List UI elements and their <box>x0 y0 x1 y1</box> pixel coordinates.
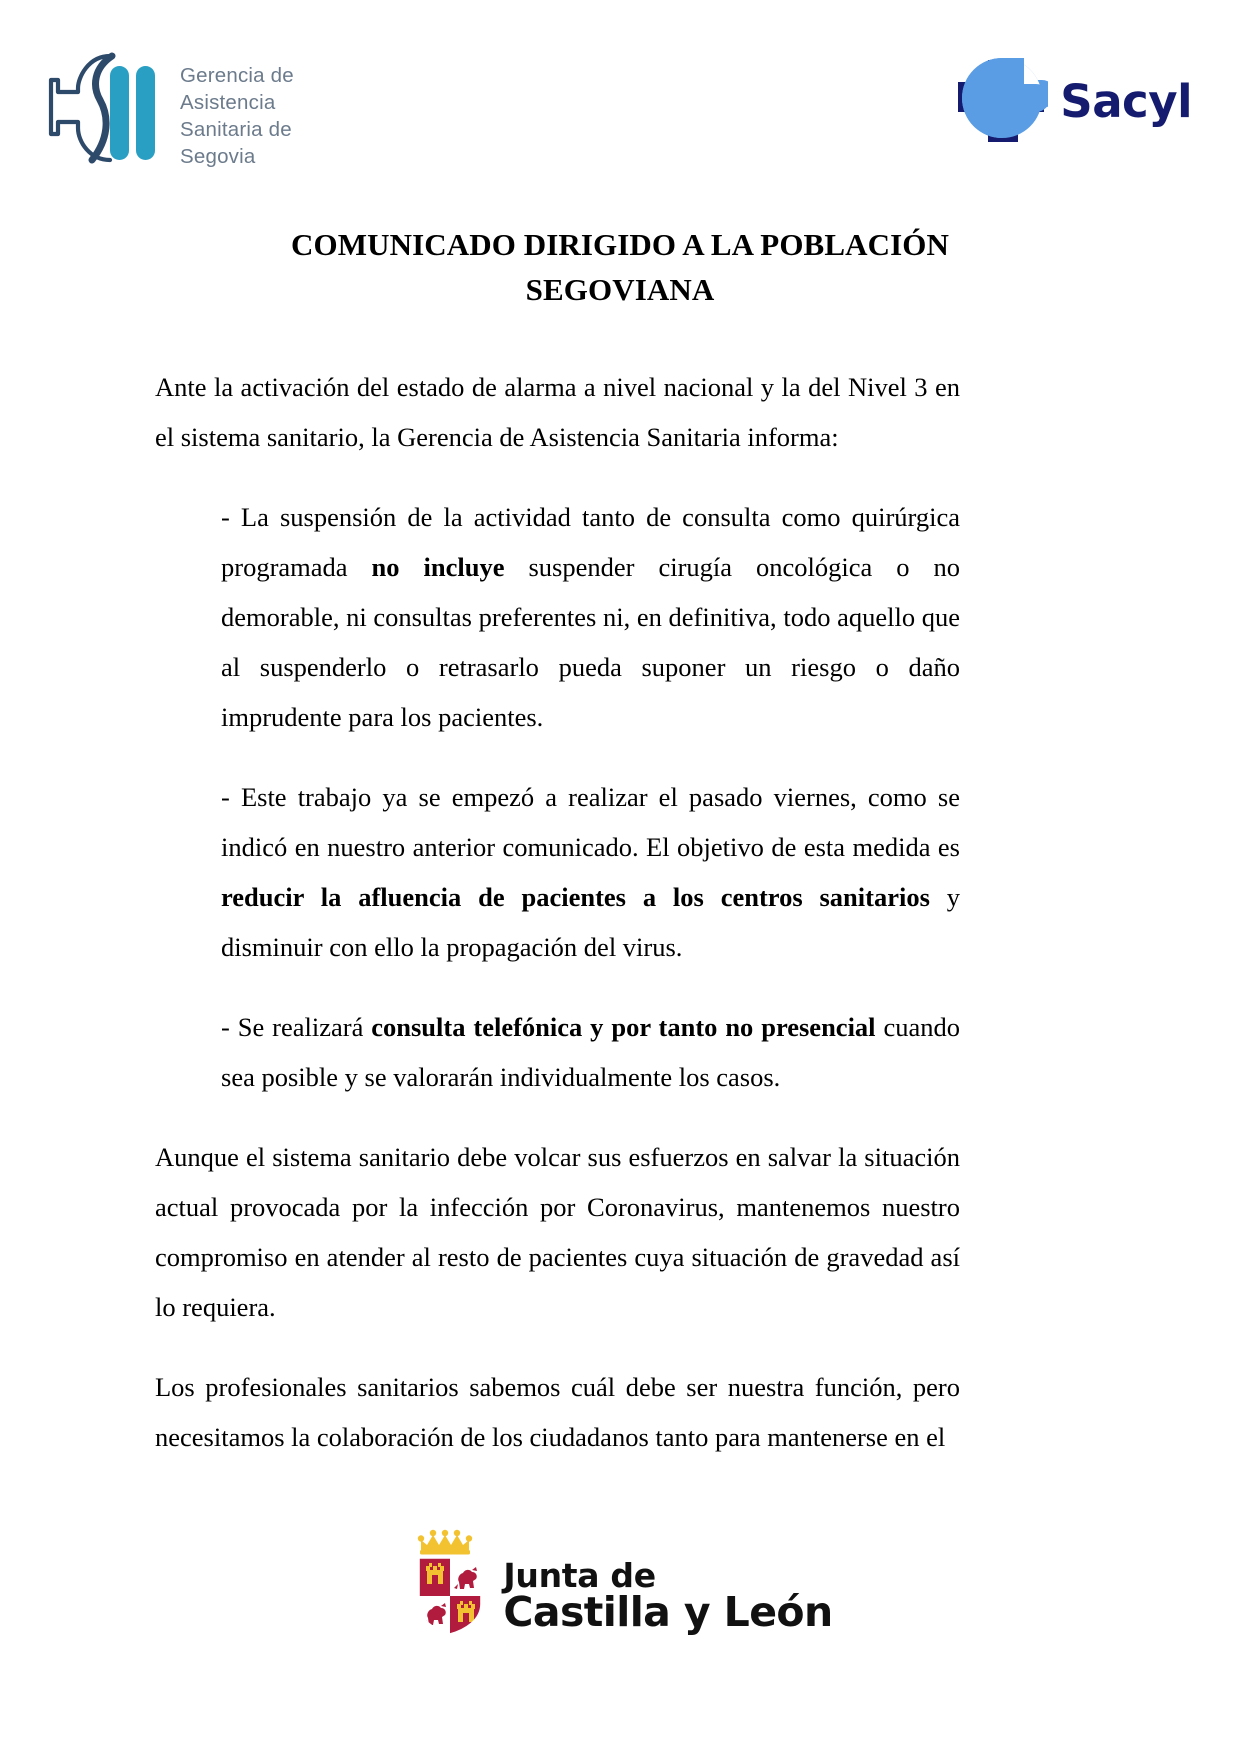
sacyl-logo <box>950 52 1192 150</box>
document-body <box>155 362 960 1492</box>
body-text: - Se realizará <box>221 1012 372 1042</box>
junta-castilla-y-leon-wordmark <box>503 1555 833 1637</box>
body-text: - La suspensión de la actividad tanto de consulta como quirúrgica programada <box>221 502 960 582</box>
body-text: Los profesionales sanitarios sabemos cuál debe ser nuestra función, pero necesitamos la colaboración de los ciudadanos tanto para mantenerse en el <box>155 1372 960 1452</box>
emphasis-text: reducir la afluencia de pacientes a los centros sanitarios <box>221 882 930 912</box>
gerencia-logo-line-1: Gerencia de <box>180 64 294 87</box>
paragraph-bullet-2 <box>221 772 960 972</box>
gerencia-asistencia-sanitaria-segovia-logo-icon <box>48 48 166 166</box>
emphasis-text: consulta telefónica y por tanto no presencial <box>371 1012 876 1042</box>
paragraph-bullet-3 <box>221 1002 960 1102</box>
junta-castilla-y-leon-logo <box>407 1526 832 1636</box>
paragraph-closing-2 <box>155 1362 960 1462</box>
document-header <box>0 40 1240 180</box>
emphasis-text: no incluye <box>371 552 505 582</box>
paragraph-intro <box>155 362 960 462</box>
gerencia-logo-line-3: Sanitaria de <box>180 118 292 141</box>
page-title-line-2: SEGOVIANA <box>525 272 715 307</box>
sacyl-logo-icon <box>950 52 1048 150</box>
paragraph-bullet-1 <box>221 492 960 742</box>
body-text: y disminuir con ello la propagación del virus. <box>221 882 961 962</box>
body-text: Ante la activación del estado de alarma a nivel nacional y la del Nivel 3 en el sistema sanitario, la Gerencia de Asistencia Sanitaria informa: <box>155 372 960 452</box>
gerencia-logo-line-2: Asistencia <box>180 91 276 114</box>
page-title <box>155 222 1085 312</box>
body-text: - Este trabajo ya se empezó a realizar el pasado viernes, como se indicó en nuestro anterior comunicado. El objetivo de esta medida es <box>221 782 960 862</box>
junta-logo-line-2: Castilla y León <box>503 1588 833 1637</box>
sacyl-wordmark: Sacyl <box>1060 74 1192 128</box>
body-text: Aunque el sistema sanitario debe volcar sus esfuerzos en salvar la situación actual provocada por la infección por Coronavirus, mantenemos nuestro compromiso en atender al resto de pacientes cuya situación de gravedad así lo requiera. <box>155 1142 960 1322</box>
junta-logo-line-1: Junta de <box>503 1555 656 1595</box>
document-footer <box>0 1526 1240 1636</box>
body-text: suspender cirugía oncológica o no demorable, ni consultas preferentes ni, en definitiva, todo aquello que al suspenderlo o retrasarlo pueda suponer un riesgo o daño imprudente para los pacientes. <box>221 552 960 732</box>
junta-castilla-y-leon-logo-icon <box>407 1526 493 1636</box>
gerencia-logo-text <box>180 62 294 170</box>
gerencia-logo-line-4: Segovia <box>180 145 256 168</box>
page-title-line-1: COMUNICADO DIRIGIDO A LA POBLACIÓN <box>291 227 949 262</box>
body-text: cuando sea posible y se valorarán individualmente los casos. <box>221 1012 960 1092</box>
gerencia-logo <box>48 48 294 170</box>
paragraph-closing-1 <box>155 1132 960 1332</box>
